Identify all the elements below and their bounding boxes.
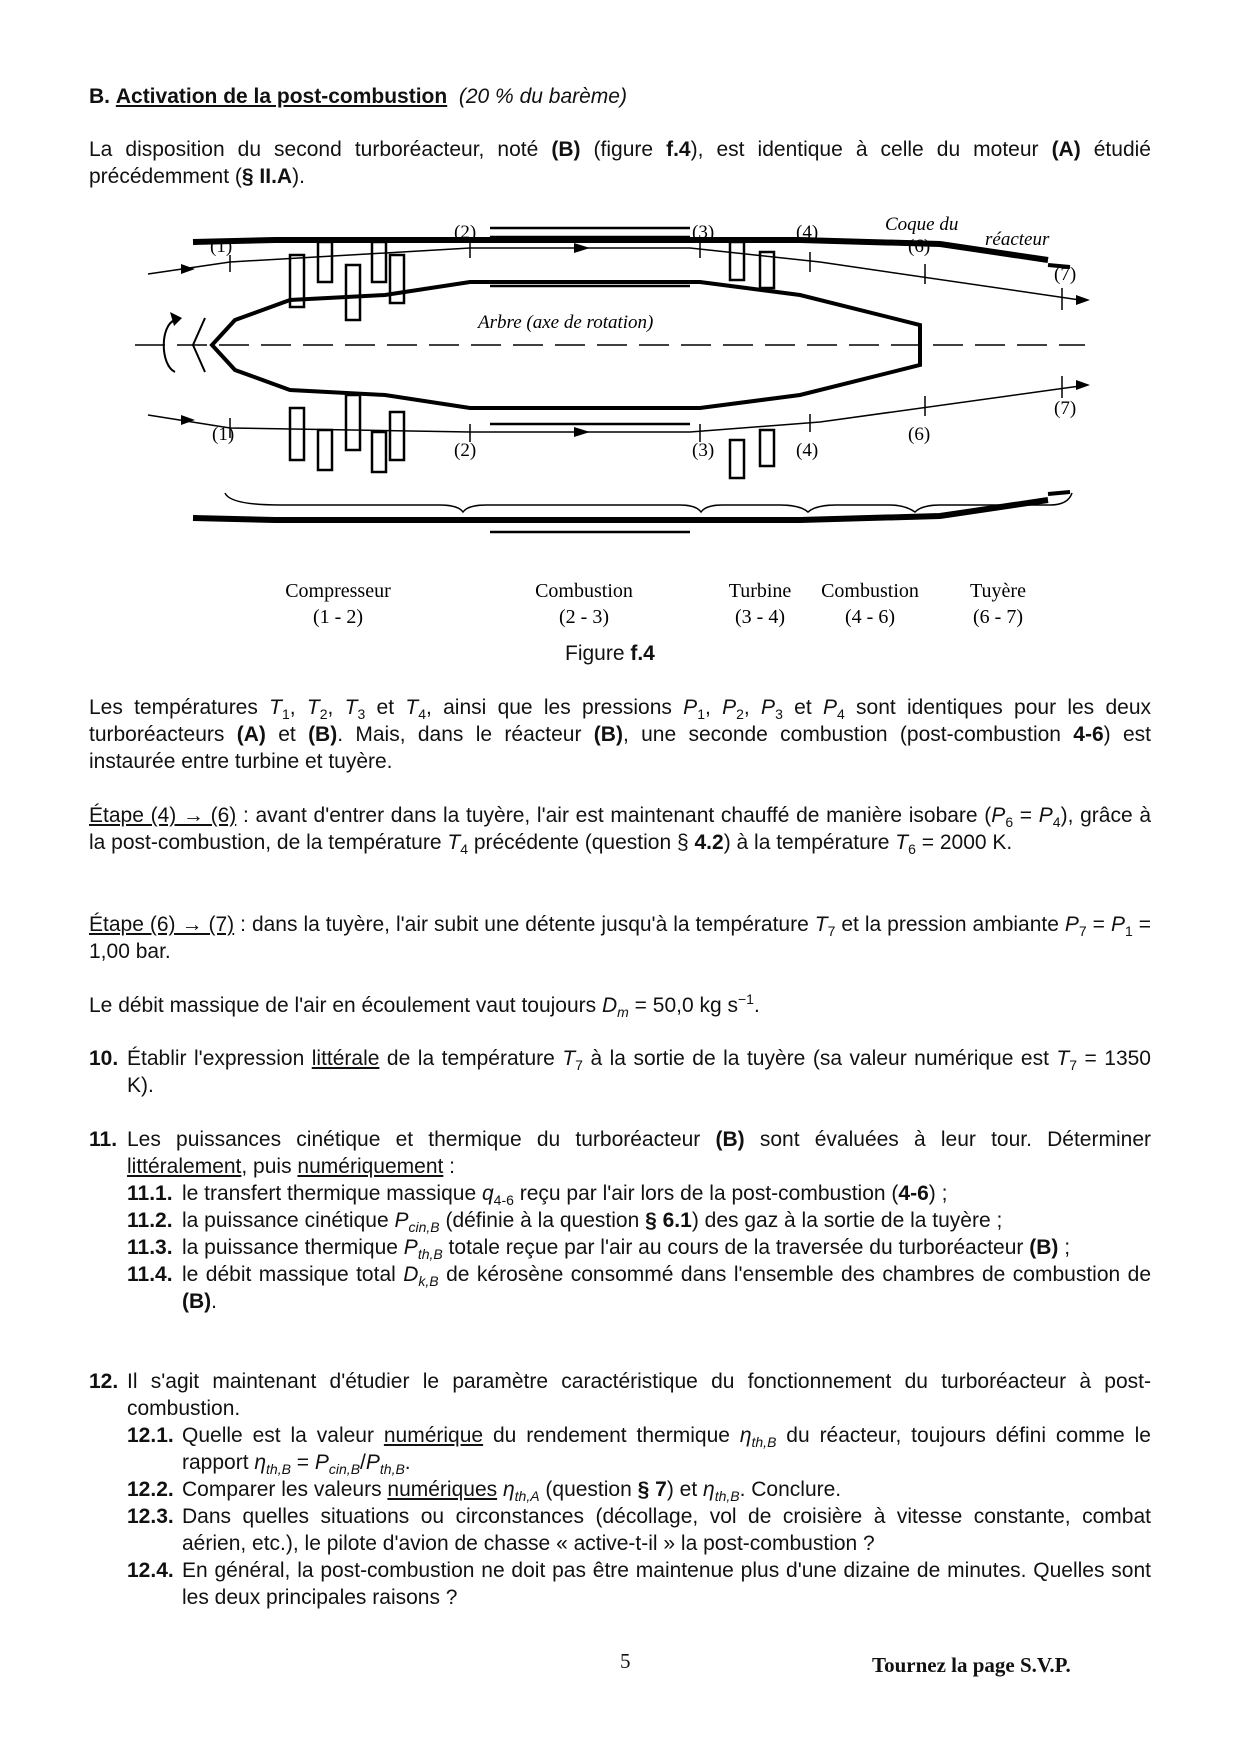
question-12-1: 12.1. Quelle est la valeur numérique du rendement thermique $\eta_{th,B}$ du réacteur, toujours défini comme le rapport $\eta_{th,B} = P_{cin,B}/P_{th,B}$. bbox=[127, 1424, 1151, 1478]
question-12-3: 12.3. Dans quelles situations ou circonstances (décollage, vol de croisière à vitesse constante, combat aérien, etc.), le pilote d'avion de chasse « active-t-il » la post-combustion ? bbox=[127, 1505, 1151, 1555]
section-letter: B. bbox=[89, 85, 110, 108]
question-11-4: 11.4. le débit massique total $D_{k,B}$ de kérosène consommé dans l'ensemble des chambres de combustion de (B). bbox=[127, 1263, 1152, 1313]
hull-label-2: réacteur bbox=[985, 229, 1050, 250]
section-compressor-name: Compresseur bbox=[285, 580, 391, 602]
question-11-2: 11.2. la puissance cinétique $P_{cin,B}$ (définie à la question § 6.1) des gaz à la sortie de la tuyère ; bbox=[127, 1209, 1003, 1236]
temperatures-paragraph: Les températures $T_1$, $T_2$, $T_3$ et $T_4$, ainsi que les pressions $P_1$, $P_2$, $P_3$ et $P_4$ sont identiques pour les deux turboréacteurs (A) et (B). Mais, dans le réacteur (B), une seconde combustion (post-combustion 4-6) est instaurée entre turbine et tuyère. bbox=[89, 696, 1151, 773]
section-afterburner-range: (4 - 6) bbox=[845, 606, 895, 628]
turn-page-note: Tournez la page S.V.P. bbox=[872, 1653, 1071, 1677]
flow-arrow-top-in bbox=[181, 264, 195, 274]
section-turbine-range: (3 - 4) bbox=[735, 606, 785, 628]
flow-arrow-bottom-in bbox=[181, 415, 195, 425]
section-braces bbox=[225, 493, 1072, 512]
section-weight: (20 % du barème) bbox=[458, 85, 627, 108]
flow-line-top bbox=[148, 248, 1080, 300]
station-1-top: (1) bbox=[210, 236, 233, 257]
station-2-bottom: (2) bbox=[454, 440, 477, 461]
hull-bottom bbox=[193, 500, 1048, 520]
question-12-2: 12.2. Comparer les valeurs numériques $\eta_{th,A}$ (question § 7) et $\eta_{th,B}$. Conclure. bbox=[127, 1478, 842, 1505]
station-7-bottom: (7) bbox=[1054, 398, 1077, 419]
mass-flow-paragraph: Le débit massique de l'air en écoulement vaut toujours $D_m = 50,0$ kg $s^{-1}$. bbox=[89, 991, 760, 1021]
station-1-bottom: (1) bbox=[212, 424, 235, 445]
intro-paragraph: La disposition du second turboréacteur, noté (B) (figure f.4), est identique à celle du moteur (A) étudié précédemment (§ II.A). bbox=[89, 138, 1151, 188]
figure-caption: Figure f.4 bbox=[565, 642, 655, 665]
question-11: 11. Les puissances cinétique et thermique du turboréacteur (B) sont évaluées à leur tour. Déterminer littéralement, puis numériquement : 11.1. le transfert thermique massique $q_{4-6}$ reçu par l'air lors de la post-combustion (4-6) ; 11.2. la puissance cinétique $P_{cin,B}$ (définie à la question § 6.1) des gaz à la sortie de la tuyère ; 11.3. la puissance thermique $P_{th,B}$ totale reçue par l'air au cours de la traversée du turboréacteur (B) ; 11.4. le débit massique total $D_{k,B}$ de kérosène consommé dans l'ensemble des chambres de combustion de (B). bbox=[89, 1128, 1152, 1313]
etape-4-6-paragraph: Étape (4) → (6) : avant d'entrer dans la tuyère, l'air est maintenant chauffé de manière isobare $(P_6 = P_4)$, grâce à la post-combustion, de la température $T_4$ précédente (question § 4.2) à la température $T_6 = 2000$ K. bbox=[89, 804, 1151, 858]
shaft-label: Arbre (axe de rotation) bbox=[478, 312, 654, 333]
flow-arrow-bottom-mid bbox=[574, 427, 590, 437]
station-3-top: (3) bbox=[692, 222, 715, 243]
rotation-arrowhead-icon bbox=[170, 312, 182, 326]
station-6-top: (6) bbox=[908, 236, 931, 257]
section-title: Activation de la post-combustion bbox=[115, 85, 448, 108]
question-10-number: 10. bbox=[89, 1047, 119, 1070]
station-2-top: (2) bbox=[454, 222, 477, 243]
flow-arrow-top-mid bbox=[574, 243, 590, 253]
question-12-number: 12. bbox=[89, 1370, 119, 1393]
page-number: 5 bbox=[620, 1649, 631, 1673]
rotation-arrow-icon bbox=[164, 320, 175, 372]
station-3-bottom: (3) bbox=[692, 440, 715, 461]
etape-6-7-label: Étape (6) → (7) bbox=[89, 913, 235, 936]
question-12-4: 12.4. En général, la post-combustion ne doit pas être maintenue plus d'une dizaine de minutes. Quelles sont les deux principales raisons ? bbox=[127, 1559, 1151, 1609]
flow-arrow-bottom-out bbox=[1076, 380, 1090, 390]
question-11-3: 11.3. la puissance thermique $P_{th,B}$ totale reçue par l'air au cours de la traversée du turboréacteur (B) ; bbox=[127, 1236, 1071, 1263]
question-10: 10. Établir l'expression littérale de la température $T_7$ à la sortie de la tuyère (sa valeur numérique est $T_7 = 1350$ K). bbox=[89, 1047, 1151, 1097]
section-heading bbox=[89, 83, 1151, 110]
station-7-top: (7) bbox=[1054, 264, 1077, 285]
question-12: 12. Il s'agit maintenant d'étudier le paramètre caractéristique du fonctionnement du turboréacteur à post-combustion. 12.1. Quelle est la valeur numérique du rendement thermique $\eta_{th,B}$ du réacteur, toujours défini comme le rapport $\eta_{th,B} = P_{cin,B}/P_{th,B}$. 12.2. Comparer les valeurs numériques $\eta_{th,A}$ (question § 7) et $\eta_{th,B}$. Conclure. 12.3. Dans quelles situations ou circonstances (décollage, vol de croisière à vitesse constante, combat aérien, etc.), le pilote d'avion de chasse « active-t-il » la post-combustion ? 12.4. En général, la post-combustion ne doit pas être maintenue plus d'une dizaine de minutes. Quelles sont les deux principales raisons ? bbox=[89, 1370, 1151, 1609]
etape-6-7-paragraph: Étape (6) → (7) : dans la tuyère, l'air subit une détente jusqu'à la température $T_7$ et la pression ambiante $P_7 = P_1 = 1,00$ bar. bbox=[89, 913, 1151, 963]
station-ticks bbox=[230, 240, 1062, 442]
section-turbine-name: Turbine bbox=[728, 580, 792, 602]
section-combustion-name: Combustion bbox=[535, 580, 633, 602]
turbojet-figure bbox=[0, 200, 1240, 670]
section-afterburner-name: Combustion bbox=[821, 580, 919, 602]
station-4-top: (4) bbox=[796, 222, 819, 243]
combustion-liner-top bbox=[490, 228, 690, 237]
station-6-bottom: (6) bbox=[908, 424, 931, 445]
section-nozzle-range: (6 - 7) bbox=[973, 606, 1023, 628]
question-11-1: 11.1. le transfert thermique massique $q_{4-6}$ reçu par l'air lors de la post-combustion (4-6) ; bbox=[127, 1182, 948, 1209]
flow-arrow-top-out bbox=[1076, 295, 1090, 305]
hull-bottom-tip bbox=[1048, 492, 1070, 494]
hull-label-1: Coque du bbox=[885, 214, 959, 235]
section-nozzle-name: Tuyère bbox=[970, 580, 1026, 602]
combustion-liner-bottom bbox=[490, 424, 690, 532]
question-11-number: 11. bbox=[89, 1128, 118, 1151]
section-compressor-range: (1 - 2) bbox=[313, 606, 363, 628]
section-combustion-range: (2 - 3) bbox=[559, 606, 609, 628]
etape-4-6-label: Étape (4) → (6) bbox=[89, 804, 237, 827]
station-4-bottom: (4) bbox=[796, 440, 819, 461]
